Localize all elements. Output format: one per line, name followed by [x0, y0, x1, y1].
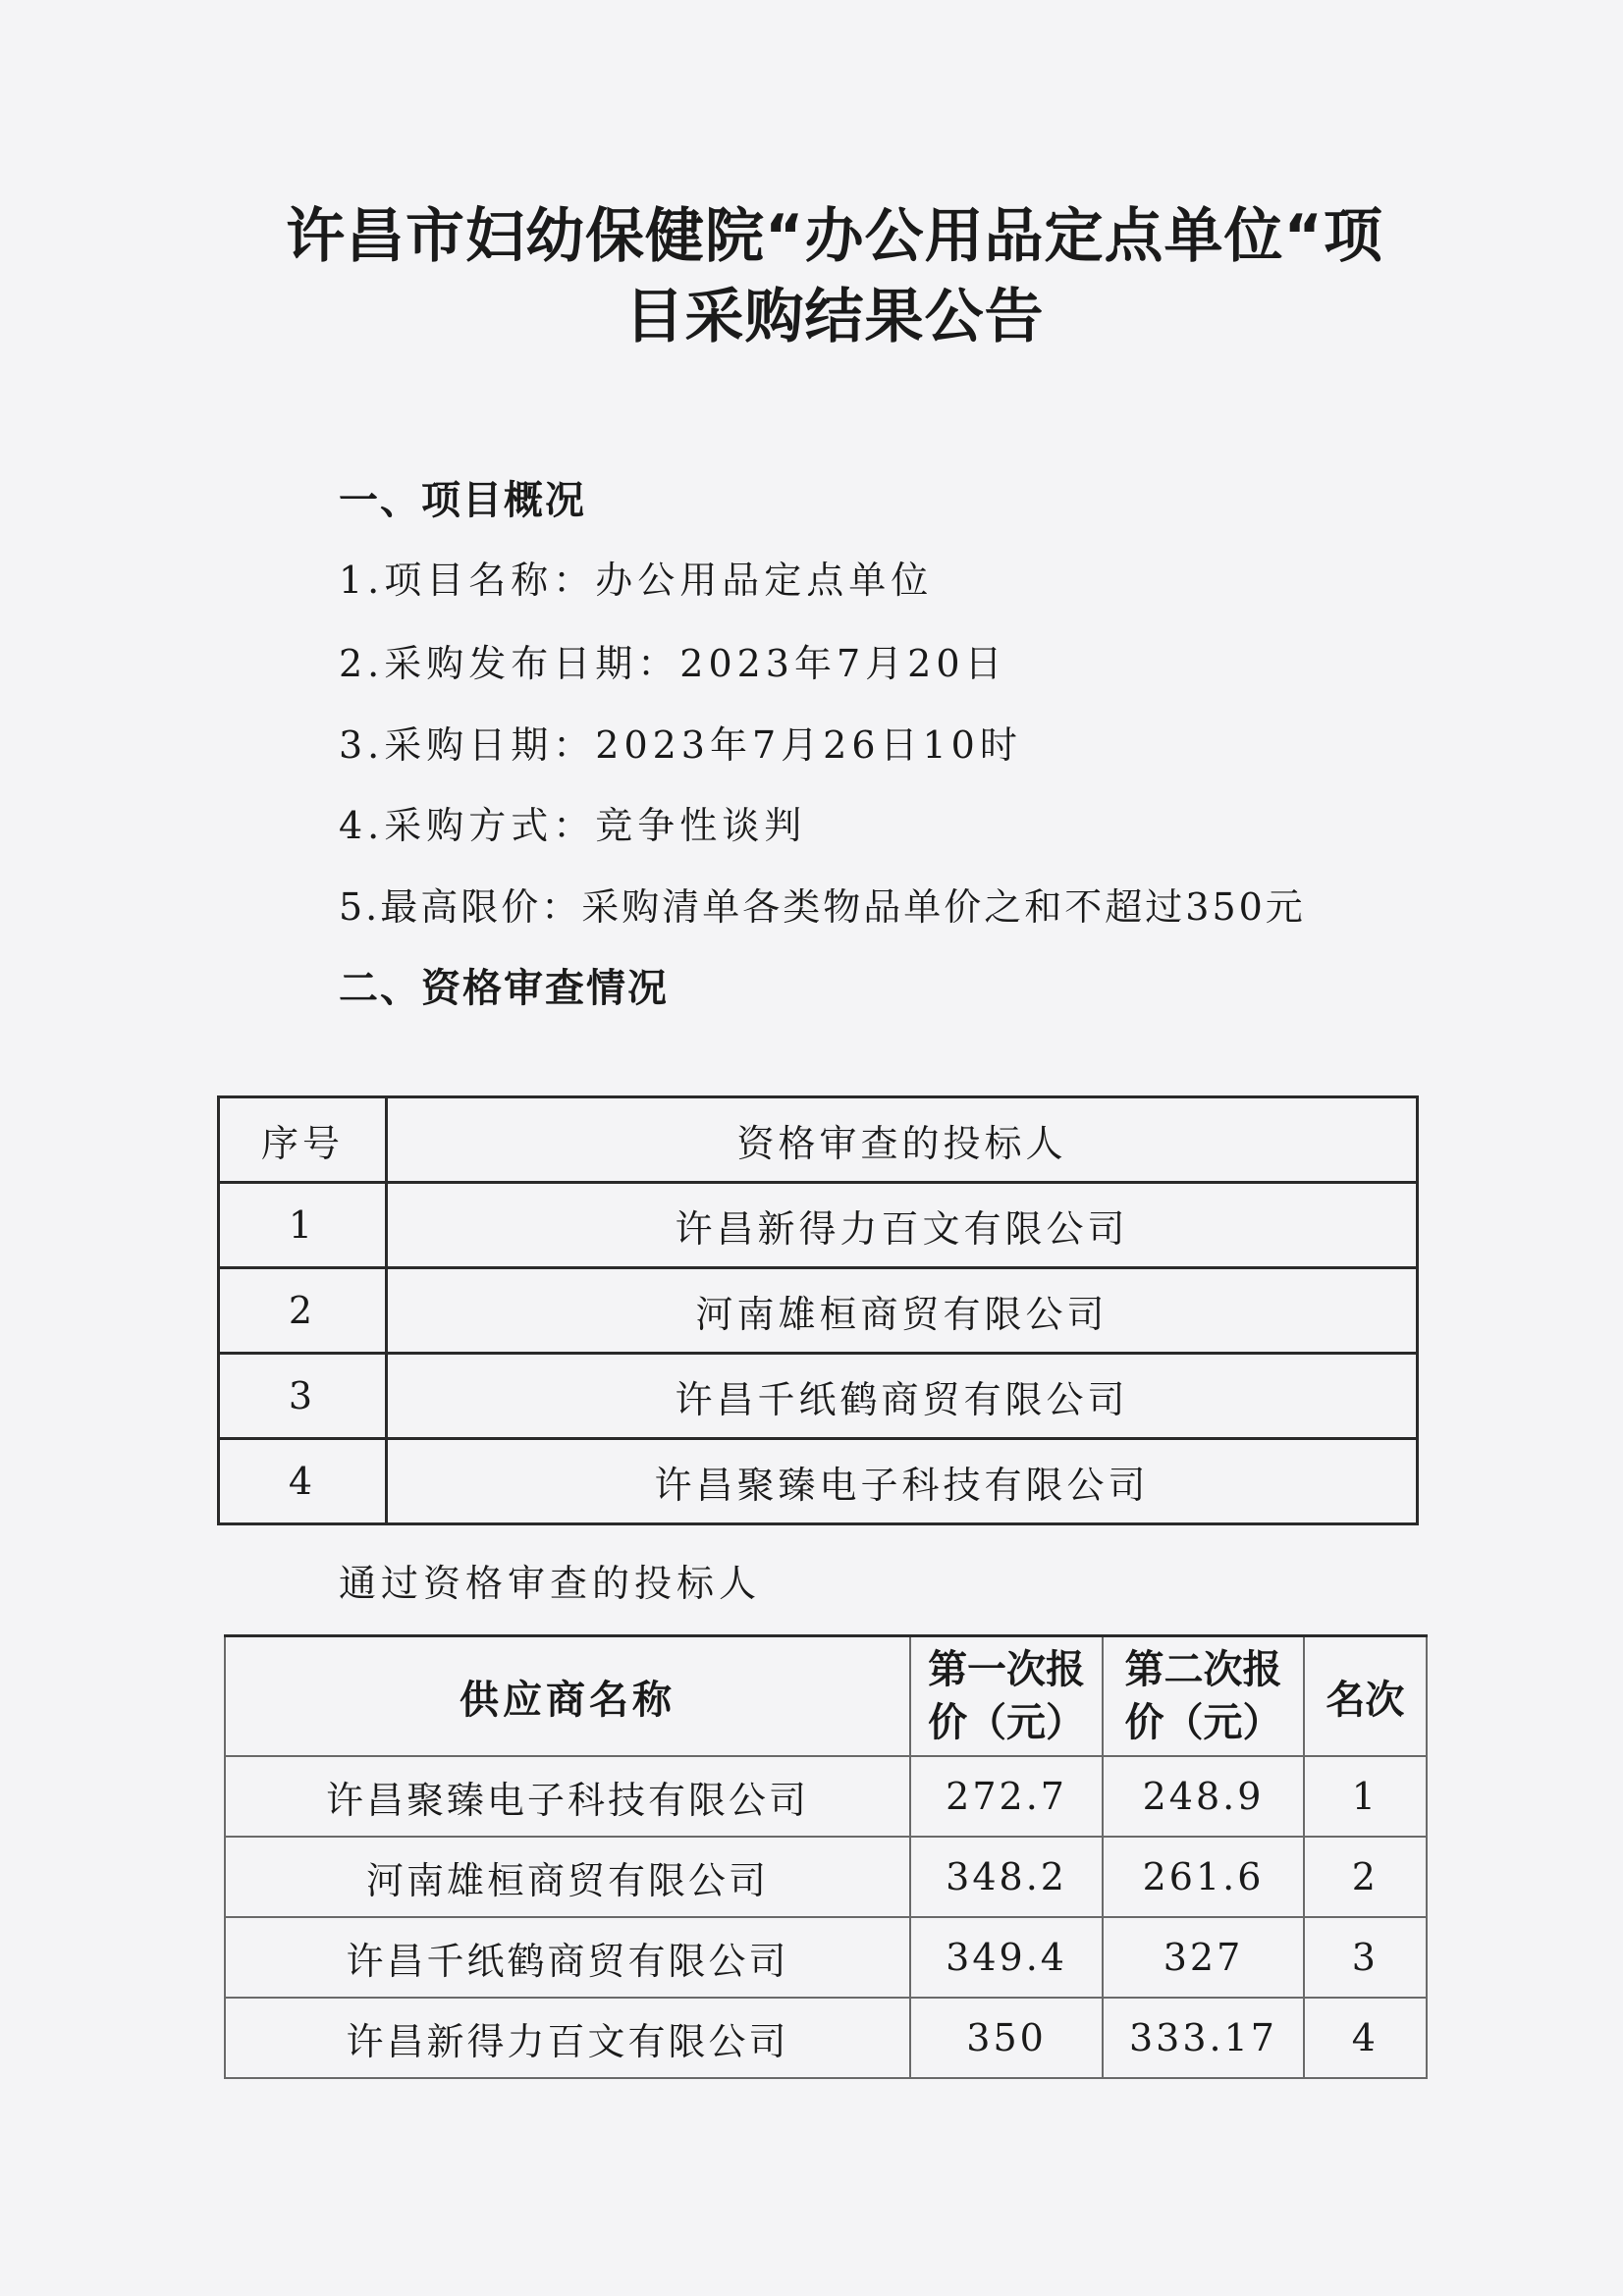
cell-second-quote: 327 — [1103, 1917, 1304, 1998]
cell-first-quote: 349.4 — [910, 1917, 1103, 1998]
info-value: 办公用品定点单位 — [595, 559, 934, 602]
table-row — [219, 1354, 1418, 1439]
cell-rank: 1 — [1304, 1756, 1427, 1837]
info-label: 4.采购方式： — [339, 804, 596, 847]
info-publish-date — [339, 633, 1007, 687]
passed-bidders-label: 通过资格审查的投标人 — [339, 1562, 762, 1605]
info-value: 竞争性谈判 — [595, 804, 807, 847]
cell-second-quote: 248.9 — [1103, 1756, 1304, 1837]
cell-bidder-name: 河南雄桓商贸有限公司 — [387, 1268, 1418, 1354]
cell-first-quote: 272.7 — [910, 1756, 1103, 1837]
table-row — [225, 1837, 1427, 1917]
cell-rank: 3 — [1304, 1917, 1427, 1998]
info-procurement-date — [339, 715, 1022, 769]
info-project-name — [339, 550, 933, 604]
cell-second-quote: 333.17 — [1103, 1998, 1304, 2078]
info-label: 3.采购日期： — [339, 723, 596, 767]
cell-bidder-name: 许昌千纸鹤商贸有限公司 — [387, 1354, 1418, 1439]
header-first-quote — [910, 1636, 1103, 1757]
cell-first-quote: 348.2 — [910, 1837, 1103, 1917]
cell-supplier-name: 河南雄桓商贸有限公司 — [225, 1837, 910, 1917]
info-label: 1.项目名称： — [339, 559, 596, 602]
cell-rank: 2 — [1304, 1837, 1427, 1917]
cell-supplier-name: 许昌新得力百文有限公司 — [225, 1998, 910, 2078]
cell-bidder-name: 许昌聚臻电子科技有限公司 — [387, 1439, 1418, 1524]
cell-serial-no: 3 — [219, 1354, 387, 1439]
info-max-price — [339, 877, 1306, 931]
quote-table — [224, 1634, 1428, 2079]
cell-first-quote: 350 — [910, 1998, 1103, 2078]
info-procurement-method — [339, 795, 806, 849]
cell-supplier-name: 许昌聚臻电子科技有限公司 — [225, 1756, 910, 1837]
table-row — [219, 1439, 1418, 1524]
header-rank: 名次 — [1304, 1636, 1427, 1757]
cell-rank: 4 — [1304, 1998, 1427, 2078]
info-value: 2023年7月26日10时 — [595, 723, 1022, 767]
section-heading-overview: 一、项目概况 — [339, 478, 586, 523]
table-header-row — [219, 1097, 1418, 1183]
cell-second-quote: 261.6 — [1103, 1837, 1304, 1917]
info-value: 采购清单各类物品单价之和不超过350元 — [581, 885, 1306, 929]
header-second-quote-line1: 第二次报 — [1124, 1647, 1282, 1692]
header-first-quote-line2: 价（元） — [928, 1700, 1086, 1745]
cell-serial-no: 2 — [219, 1268, 387, 1354]
table-row — [225, 1998, 1427, 2078]
table-row — [225, 1756, 1427, 1837]
table-row — [219, 1183, 1418, 1268]
header-serial-no: 序号 — [219, 1097, 387, 1183]
header-first-quote-line1: 第一次报 — [928, 1647, 1086, 1692]
qualification-table — [217, 1095, 1419, 1525]
info-label: 2.采购发布日期： — [339, 642, 680, 685]
page-title: 许昌市妇幼保健院“办公用品定点单位“项目采购结果公告 — [286, 202, 1383, 351]
header-supplier-name: 供应商名称 — [225, 1636, 910, 1757]
table-row — [219, 1268, 1418, 1354]
cell-serial-no: 1 — [219, 1183, 387, 1268]
cell-supplier-name: 许昌千纸鹤商贸有限公司 — [225, 1917, 910, 1998]
header-second-quote-line2: 价（元） — [1124, 1700, 1282, 1745]
header-bidder: 资格审查的投标人 — [387, 1097, 1418, 1183]
table-row — [225, 1917, 1427, 1998]
header-second-quote — [1103, 1636, 1304, 1757]
info-label: 5.最高限价： — [339, 885, 582, 929]
info-value: 2023年7月20日 — [679, 642, 1007, 685]
cell-bidder-name: 许昌新得力百文有限公司 — [387, 1183, 1418, 1268]
cell-serial-no: 4 — [219, 1439, 387, 1524]
section-heading-qualification: 二、资格审查情况 — [339, 966, 669, 1011]
table-header-row — [225, 1636, 1427, 1757]
